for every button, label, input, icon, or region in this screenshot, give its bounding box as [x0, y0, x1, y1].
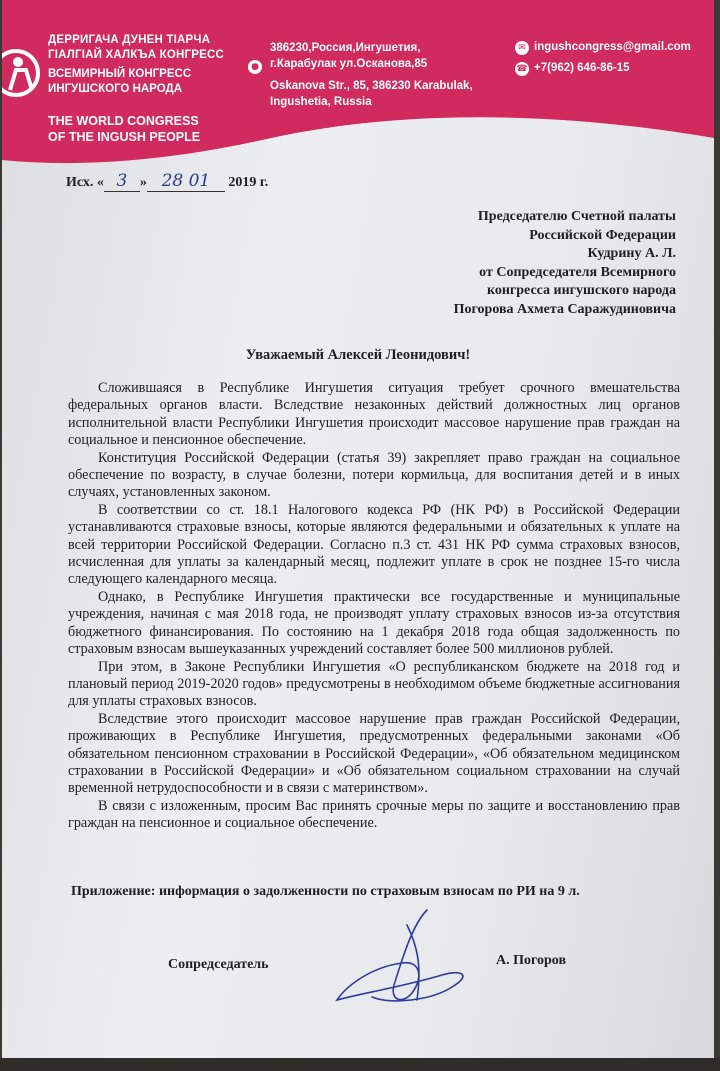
org-name-ingush: [48, 33, 224, 63]
email-icon: ✉: [515, 41, 529, 55]
org-name-russian: [48, 67, 191, 97]
contact-email: ingushcongress@gmail.com: [534, 41, 691, 53]
outgoing-date: 28 01: [147, 171, 225, 192]
addressee-block: [454, 208, 676, 320]
handwritten-signature: [332, 905, 482, 1030]
paragraph-4: Однако, в Республике Ингушетия практически все государственные и муниципальные учреждения, начиная с мая 2018 года, не производят уплату страховых взносов из-за отсутствия бюджетного финансирования. По состоянию на 1 декабря 2018 года общая задолженность по страховым взносам вышеуказанных учреждений составляет более 500 миллионов рублей.: [68, 588, 680, 658]
paragraph-2: Конституция Российской Федерации (статья 39) закрепляет право граждан на социальное обеспечение по возрасту, в случае болезни, потери кормильца, для воспитания детей и в иных случаях, установленных законом.: [68, 449, 680, 501]
paragraph-6: Вследствие этого происходит массовое нарушение прав граждан Российской Федерации, проживающих в Республике Ингушетия, предусмотренных федеральными законами «Об обязательном пенсионном страховании в Российской Федерации», «Об обязательном медицинском страховании в Российской Федерации» и «Об обязательном социальном страховании на случай временной нетрудоспособности и в связи с материнством».: [68, 710, 680, 797]
org-ru-line1: ВСЕМИРНЫЙ КОНГРЕСС: [48, 68, 192, 80]
binder-edge: [0, 1058, 720, 1071]
outgoing-year: 2019 г.: [228, 175, 269, 190]
congress-logo-icon: [2, 40, 42, 110]
addressee-line6: Погорова Ахмета Саражудиновича: [453, 301, 676, 317]
attachment-note: Приложение: информация о задолженности по страховым взносам по РИ на 9 л.: [71, 884, 580, 899]
org-ingush-line2: ГІАЛГІАЙ ХАЛКЪА КОНГРЕСС: [48, 49, 224, 61]
phone-icon: ☎: [516, 64, 528, 74]
org-ru-line2: ИНГУШСКОГО НАРОДА: [48, 83, 182, 95]
address-en-line1: Oskanova Str., 85, 386230 Karabulak,: [270, 80, 473, 92]
salutation: Уважаемый Алексей Леонидович!: [245, 347, 471, 363]
paragraph-1: Сложившаяся в Республике Ингушетия ситуация требует срочного вмешательства федеральных органов власти. Вследствие незаконных действий должностных лиц органов исполнительной власти Республики Ингушетия происходит массовое нарушение прав граждан на социальное и пенсионное обеспечение.: [68, 380, 680, 449]
address-russian: [270, 40, 427, 72]
signatory-role: Сопредседатель: [168, 957, 269, 972]
paragraph-5: При этом, в Законе Республики Ингушетия «О республиканском бюджете на 2018 год и плановый период 2019-2020 годов» предусмотрены в необходимом объеме бюджетные ассигнования для уплаты страховых взносов.: [68, 658, 680, 710]
org-name-english: [48, 113, 200, 145]
address-en-line2: Ingushetia, Russia: [270, 96, 372, 108]
letterhead: [2, 0, 714, 180]
paragraph-7: В связи с изложенным, просим Вас принять срочные меры по защите и восстановлению прав граждан на пенсионное и социальное обеспечение.: [68, 797, 680, 832]
outgoing-number: 3: [104, 171, 140, 192]
addressee-line1: Председателю Счетной палаты: [477, 209, 676, 224]
letter-page: [2, 0, 714, 1058]
paragraph-3: В соответствии со ст. 18.1 Налогового кодекса РФ (НК РФ) в Российской Федерации устанавливаются страховые взносы, которые являются федеральными и обязательных к уплате на всей территории Российской Федерации. Согласно п.3 ст. 431 НК РФ сумма страховых взносов, исчисленная для уплаты за календарный месяц, подлежит уплате в срок не позднее 15-го числа следующего календарного месяца.: [68, 501, 680, 588]
location-pin-icon: ●: [248, 60, 262, 74]
address-ru-line1: 386230,Россия,Ингушетия,: [270, 42, 421, 54]
addressee-line2: Российской Федерации: [529, 227, 676, 243]
letter-body: [68, 380, 680, 833]
address-ru-line2: г.Карабулак ул.Осканова,85: [270, 58, 428, 70]
org-en-line2: OF THE INGUSH PEOPLE: [48, 130, 201, 144]
outgoing-prefix: Исх. «: [66, 175, 104, 190]
outgoing-reference: [66, 171, 268, 192]
org-en-line1: THE WORLD CONGRESS: [48, 114, 199, 128]
org-ingush-line1: ДЕРРИГАЧА ДУНЕН ТІАРЧА: [48, 34, 211, 46]
addressee-line3: Кудрину А. Л.: [587, 246, 676, 262]
addressee-line4: от Сопредседателя Всемирного: [479, 264, 676, 280]
address-english: [270, 78, 473, 110]
addressee-line5: конгресса ингушского народа: [486, 283, 676, 299]
contact-phone: +7(962) 646-86-15: [534, 62, 630, 74]
signatory-name: А. Погоров: [496, 953, 567, 968]
outgoing-mid: »: [139, 175, 147, 190]
